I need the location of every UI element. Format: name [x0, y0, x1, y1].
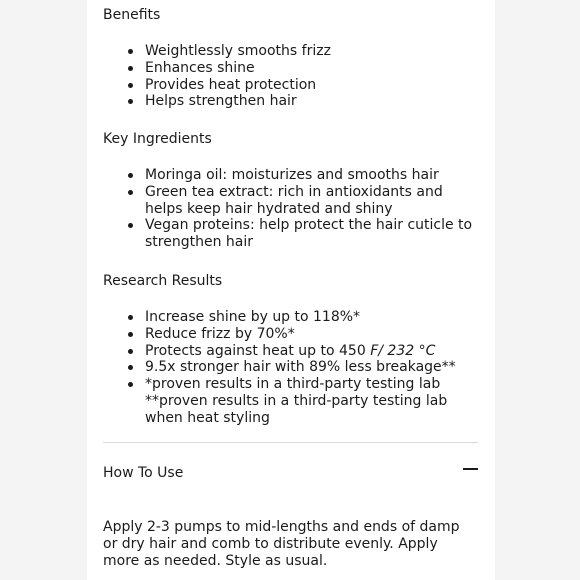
how-to-use-heading: How To Use	[103, 465, 184, 481]
list-item: *proven results in a third-party testing lab	[103, 376, 478, 393]
footnote-line: **proven results in a third-party testing lab	[145, 392, 448, 409]
list-item: Weightlessly smooths frizz	[103, 43, 478, 60]
list-item: Increase shine by up to 118%*	[103, 309, 478, 326]
list-item: Helps strengthen hair	[103, 93, 478, 110]
key-ingredients-list	[103, 167, 478, 251]
research-results-list	[103, 309, 478, 427]
heat-text: Protects against heat up to 450	[145, 342, 371, 359]
benefits-list	[103, 43, 478, 110]
section-divider	[103, 442, 478, 443]
how-to-use-toggle[interactable]	[103, 460, 478, 488]
how-to-use-text: Apply 2-3 pumps to mid-lengths and ends of damp or dry hair and comb to distribute evenly. Apply more as needed. Style as usual.	[103, 519, 460, 569]
heat-temperature: F/ 232 °C	[370, 342, 436, 359]
list-item: Reduce frizz by 70%*	[103, 326, 478, 343]
minus-icon[interactable]	[463, 468, 478, 470]
list-item	[103, 343, 478, 360]
list-item: Moringa oil: moisturizes and smooths hair	[103, 167, 478, 184]
list-item: Vegan proteins: help protect the hair cuticle to strengthen hair	[103, 217, 478, 251]
list-item: Enhances shine	[103, 60, 478, 77]
research-results-heading: Research Results	[103, 273, 223, 289]
product-details-panel	[87, 0, 495, 580]
list-item: 9.5x stronger hair with 89% less breakage**	[103, 359, 478, 376]
benefits-heading: Benefits	[103, 7, 161, 23]
key-ingredients-heading: Key Ingredients	[103, 131, 212, 147]
list-item: Green tea extract: rich in antioxidants and helps keep hair hydrated and shiny	[103, 184, 478, 218]
footnote-line: when heat styling	[145, 409, 270, 426]
list-item: Provides heat protection	[103, 77, 478, 94]
